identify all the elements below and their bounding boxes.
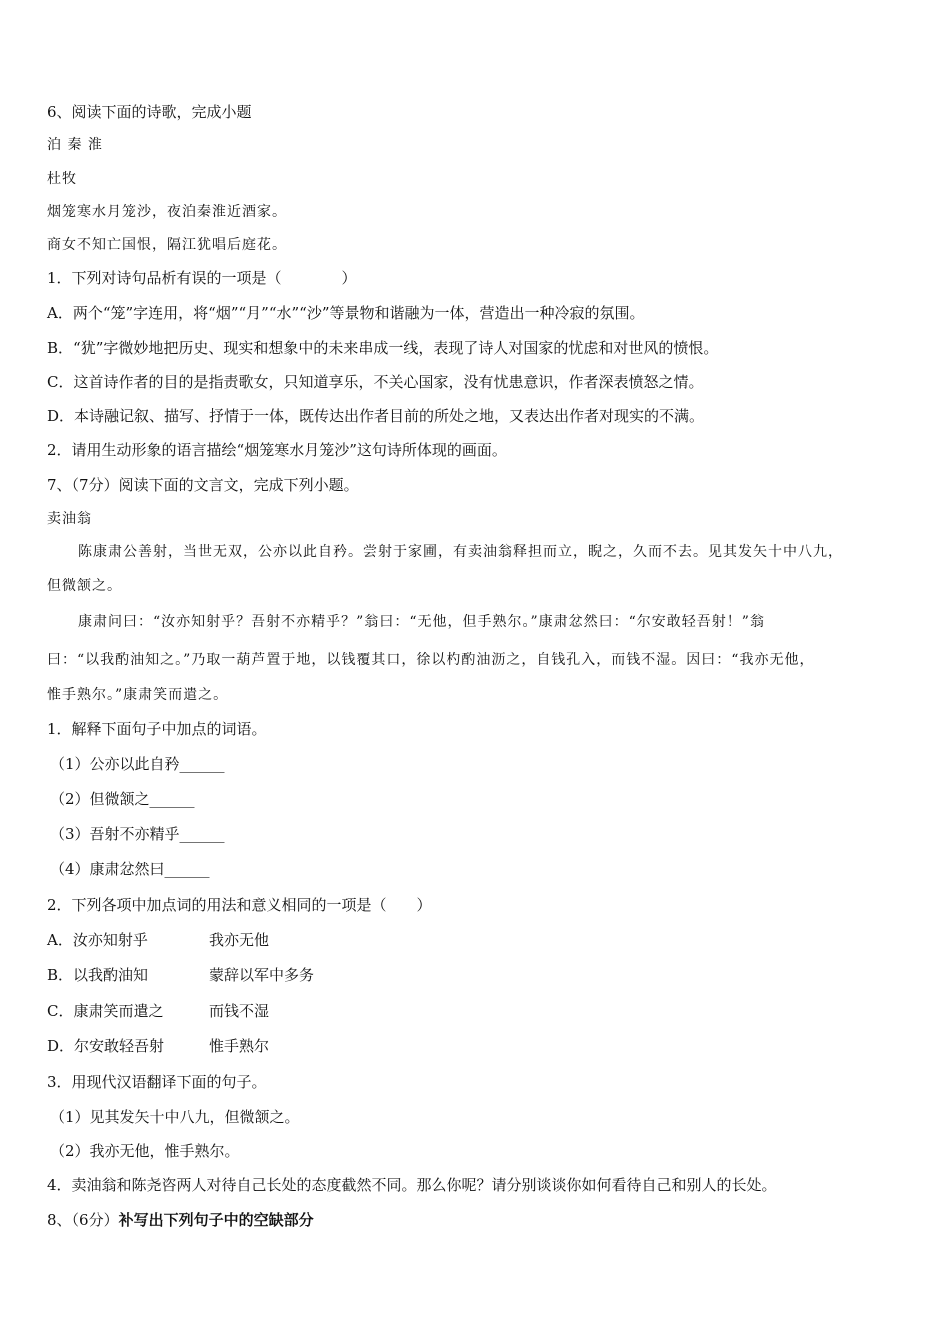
q7-sq3-item-2: （2）我亦无他，惟手熟尔。 xyxy=(50,1142,240,1160)
q8-prefix: 8、（6分） xyxy=(47,1211,119,1229)
q8-title: 补写出下列句子中的空缺部分 xyxy=(118,1211,314,1229)
q7-sq2-option-b xyxy=(47,965,447,985)
option-a-left: A．汝亦知射乎 xyxy=(47,931,148,949)
q6-option-b: B．“犹”字微妙地把历史、现实和想象中的未来串成一线，表现了诗人对国家的忧虑和对世风的愤恨。 xyxy=(47,339,719,357)
q8-heading xyxy=(47,1210,314,1230)
option-a-right: 我亦无他 xyxy=(209,931,270,949)
option-d-right: 惟手熟尔 xyxy=(209,1037,270,1055)
q7-sq1-item-3: （3）吾射不亦精乎______ xyxy=(50,825,225,843)
q6-option-d: D．本诗融记叙、描写、抒情于一体，既传达出作者目前的所处之地，又表达出作者对现实的不满。 xyxy=(47,407,705,425)
passage-para2-line3: 惟手熟尔。”康肃笑而遣之。 xyxy=(47,687,229,703)
q7-sq1-item-4: （4）康肃忿然曰______ xyxy=(50,860,210,878)
option-d-left: D．尔安敢轻吾射 xyxy=(47,1037,165,1055)
q7-sq1-item-2: （2）但微颔之______ xyxy=(50,790,195,808)
q6-subquestion-2: 2．请用生动形象的语言描绘“烟笼寒水月笼沙”这句诗所体现的画面。 xyxy=(47,441,507,459)
passage-para1-line1: 陈康肃公善射，当世无双，公亦以此自矜。尝射于家圃，有卖油翁释担而立，睨之，久而不去。见其发矢十中八九， xyxy=(78,544,843,560)
q7-subquestion-3: 3．用现代汉语翻译下面的句子。 xyxy=(47,1073,267,1091)
poem-author: 杜牧 xyxy=(47,171,77,187)
q7-subquestion-1: 1．解释下面句子中加点的词语。 xyxy=(47,720,267,738)
q7-heading: 7、（7分）阅读下面的文言文，完成下列小题。 xyxy=(47,476,359,494)
poem-line-2: 商女不知亡国恨，隔江犹唱后庭花。 xyxy=(47,237,287,253)
q7-sq1-item-1: （1）公亦以此自矜______ xyxy=(50,755,225,773)
option-c-left: C．康肃笑而遣之 xyxy=(47,1002,164,1020)
passage-para2-line1: 康肃问曰：“汝亦知射乎？吾射不亦精乎？”翁曰：“无他，但手熟尔。”康肃忿然曰：“尔安敢轻吾射！”翁 xyxy=(78,614,765,630)
option-c-right: 而钱不湿 xyxy=(209,1002,270,1020)
option-b-right: 蒙辞以军中多务 xyxy=(209,966,315,984)
q7-subquestion-2: 2．下列各项中加点词的用法和意义相同的一项是（ ） xyxy=(47,896,432,914)
q7-sq2-option-c xyxy=(47,1001,447,1021)
q7-subquestion-4: 4．卖油翁和陈尧咨两人对待自己长处的态度截然不同。那么你呢？请分别谈谈你如何看待自己和别人的长处。 xyxy=(47,1176,777,1194)
q6-heading: 6、阅读下面的诗歌，完成小题 xyxy=(47,103,252,121)
passage-para1-line2: 但微颔之。 xyxy=(47,578,122,594)
q7-sq2-option-a xyxy=(47,930,447,950)
passage-para2-line2: 曰：“以我酌油知之。”乃取一葫芦置于地，以钱覆其口，徐以杓酌油沥之，自钱孔入，而钱不湿。因曰：“我亦无他， xyxy=(47,652,815,668)
poem-title: 泊 秦 淮 xyxy=(47,137,103,153)
q6-subquestion-1: 1．下列对诗句品析有误的一项是（ ） xyxy=(47,269,357,287)
passage-title: 卖油翁 xyxy=(47,511,92,527)
poem-line-1: 烟笼寒水月笼沙，夜泊秦淮近酒家。 xyxy=(47,204,287,220)
q6-option-a: A．两个“笼”字连用，将“烟”“月”“水”“沙”等景物和谐融为一体，营造出一种冷寂的氛围。 xyxy=(47,304,645,322)
q6-option-c: C．这首诗作者的目的是指责歌女，只知道享乐，不关心国家，没有忧患意识，作者深表愤怒之情。 xyxy=(47,373,704,391)
option-b-left: B．以我酌油知 xyxy=(47,966,149,984)
q7-sq2-option-d xyxy=(47,1036,447,1056)
q7-sq3-item-1: （1）见其发矢十中八九，但微颔之。 xyxy=(50,1108,300,1126)
